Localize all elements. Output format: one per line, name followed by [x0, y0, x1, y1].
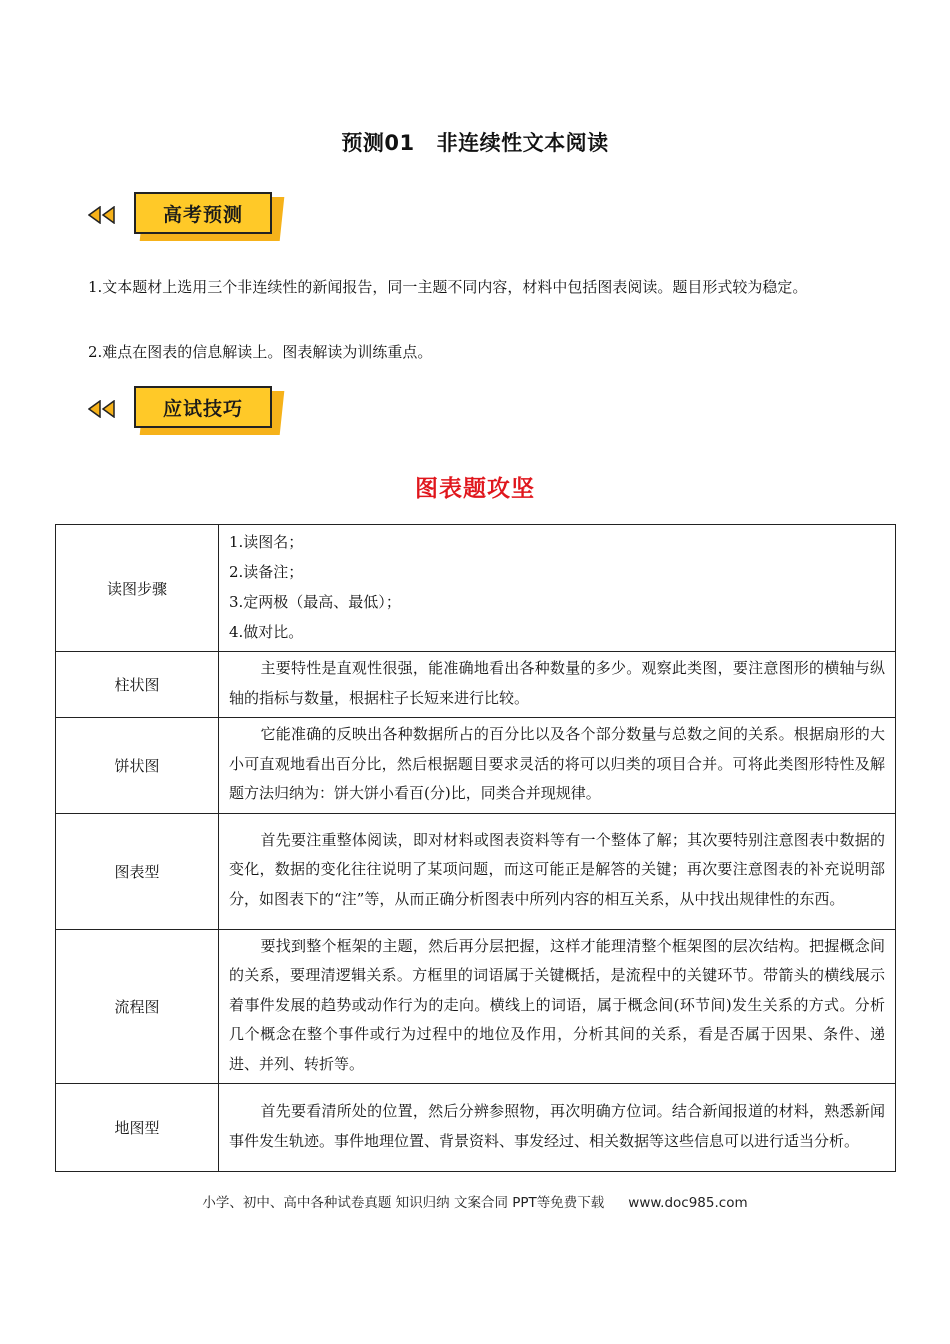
- row-label: 柱状图: [56, 652, 219, 718]
- row-content: [219, 525, 896, 652]
- forecast-item-1: 1.文本题材上选用三个非连续性的新闻报告，同一主题不同内容，材料中包括图表阅读。题目形式较为稳定。: [88, 278, 808, 296]
- row-text: 首先要看清所处的位置，然后分辨参照物，再次明确方位词。结合新闻报道的材料，熟悉新闻事件发生轨迹。事件地理位置、背景资料、事发经过、相关数据等这些信息可以进行适当分析。: [229, 1102, 885, 1150]
- row-content: [219, 813, 896, 929]
- row-text: 主要特性是直观性很强，能准确地看出各种数量的多少。观察此类图，要注意图形的横轴与纵轴的指标与数量，根据柱子长短来进行比较。: [229, 659, 885, 707]
- step-line: 3.定两极（最高、最低）；: [229, 593, 401, 611]
- row-content: [219, 929, 896, 1084]
- page-title: [0, 127, 950, 157]
- double-left-arrow-icon: [88, 206, 128, 224]
- row-text: 它能准确的反映出各种数据所占的百分比以及各个部分数量与总数之间的关系。根据扇形的大小可直观地看出百分比，然后根据题目要求灵活的将可以归类的项目合并。可将此类图形特性及解题方法归纳为：饼大饼小看百(分)比，同类合并现规律。: [229, 725, 885, 802]
- table-row: [56, 652, 896, 718]
- title-number: 预测01: [341, 131, 415, 155]
- row-content: [219, 652, 896, 718]
- table-row: [56, 929, 896, 1084]
- row-label: 流程图: [56, 929, 219, 1084]
- table-row: [56, 1084, 896, 1172]
- banner-label: 应试技巧: [134, 386, 272, 428]
- section-banner-forecast: [88, 192, 288, 242]
- table-row: [56, 813, 896, 929]
- chart-tips-table: [55, 524, 896, 1172]
- page-footer: [0, 1191, 950, 1211]
- forecast-item-2: 2.难点在图表的信息解读上。图表解读为训练重点。: [88, 343, 433, 361]
- step-line: 1.读图名；: [229, 533, 304, 551]
- section-heading: 图表题攻坚: [415, 476, 535, 502]
- title-text: 非连续性文本阅读: [436, 131, 609, 155]
- table-row: [56, 525, 896, 652]
- row-label: 图表型: [56, 813, 219, 929]
- section-banner-tips: [88, 386, 288, 436]
- row-text: 要找到整个框架的主题，然后再分层把握，这样才能理清整个框架图的层次结构。把握概念间的关系，要理清逻辑关系。方框里的词语属于关键概括，是流程中的关键环节。带箭头的横线展示着事件发展的趋势或动作行为的走向。横线上的词语，属于概念间(环节间)发生关系的方式。分析几个概念在整个事件或行为过程中的地位及作用，分析其间的关系，看是否属于因果、条件、递进、并列、转折等。: [229, 936, 885, 1073]
- row-label: 饼状图: [56, 718, 219, 814]
- row-label: 地图型: [56, 1084, 219, 1172]
- row-content: [219, 718, 896, 814]
- footer-text: 小学、初中、高中各种试卷真题 知识归纳 文案合同 PPT等免费下载: [202, 1195, 605, 1211]
- row-label: 读图步骤: [56, 525, 219, 652]
- footer-url[interactable]: www.doc985.com: [628, 1195, 748, 1211]
- row-content: [219, 1084, 896, 1172]
- table-row: [56, 718, 896, 814]
- row-text: 首先要注重整体阅读，即对材料或图表资料等有一个整体了解；其次要特别注意图表中数据的变化，数据的变化往往说明了某项问题，而这可能正是解答的关键；再次要注意图表的补充说明部分，如图表下的“注”等，从而正确分析图表中所列内容的相互关系，从中找出规律性的东西。: [229, 830, 885, 908]
- double-left-arrow-icon: [88, 400, 128, 418]
- step-line: 2.读备注；: [229, 563, 304, 581]
- banner-label: 高考预测: [134, 192, 272, 234]
- step-line: 4.做对比。: [229, 623, 304, 641]
